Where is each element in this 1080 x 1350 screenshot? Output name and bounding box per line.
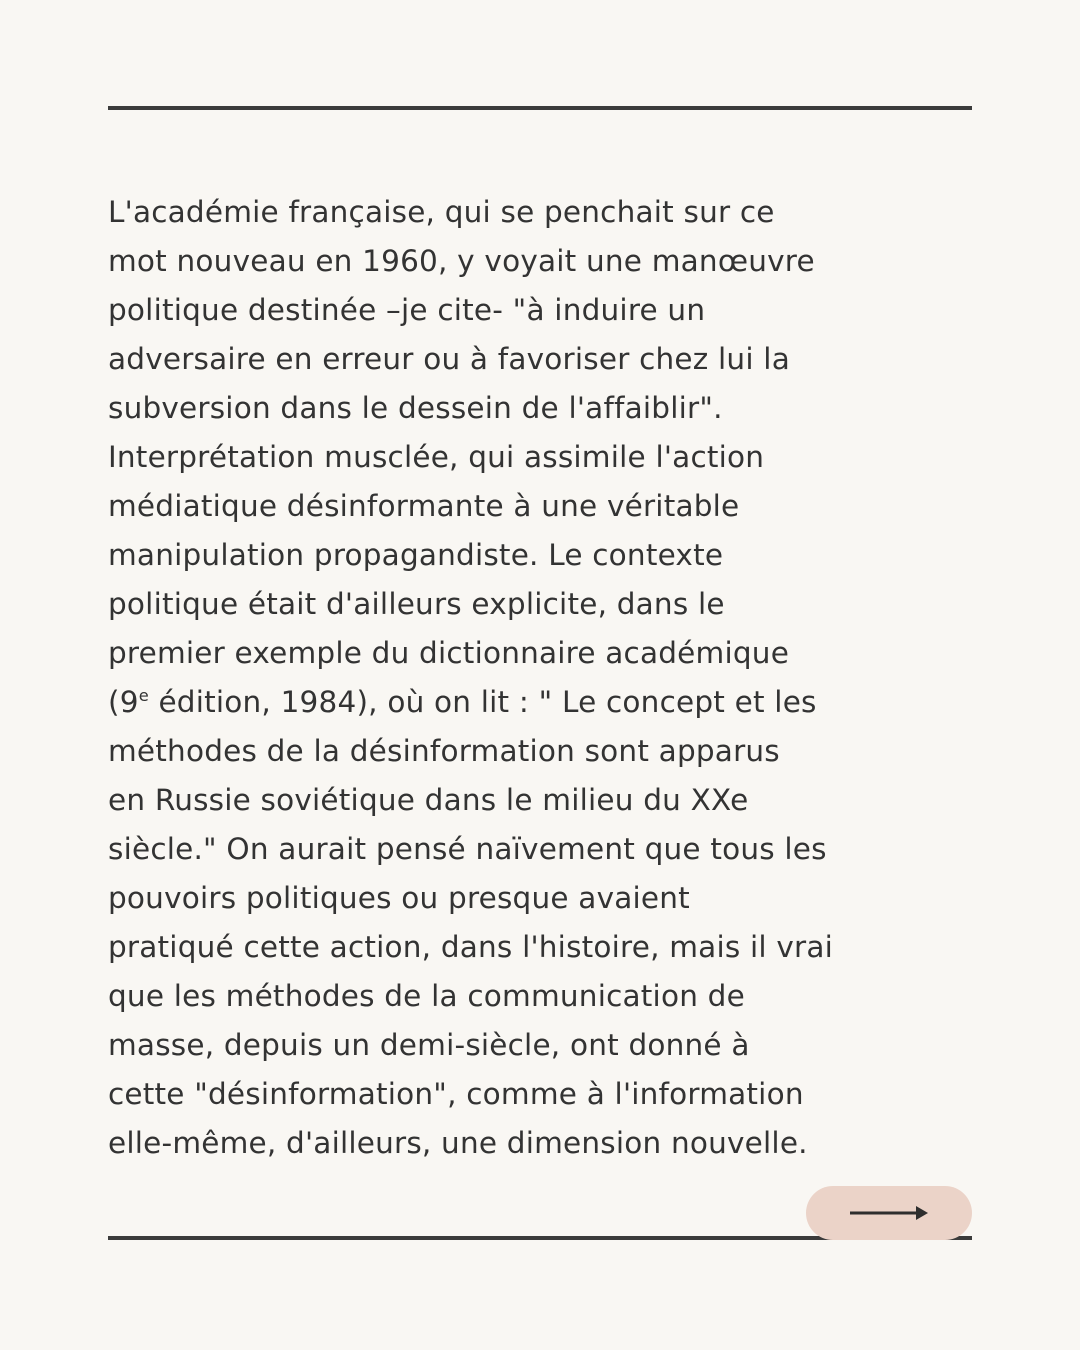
text-line: L'académie française, qui se penchait sur ce — [108, 195, 775, 229]
text-line: pratiqué cette action, dans l'histoire, mais il vrai — [108, 930, 834, 964]
article-paragraph — [108, 188, 928, 1168]
text-line: médiatique désinformante à une véritable — [108, 489, 740, 523]
edition-superscript: e — [138, 686, 149, 706]
text-line: premier exemple du dictionnaire académique — [108, 636, 790, 670]
text-line: pouvoirs politiques ou presque avaient — [108, 881, 690, 915]
text-line: politique était d'ailleurs explicite, dans le — [108, 587, 725, 621]
text-line: politique destinée –je cite- "à induire un — [108, 293, 706, 327]
text-line: en Russie soviétique dans le milieu du XXe — [108, 783, 749, 817]
text-line: siècle." On aurait pensé naïvement que tous les — [108, 832, 827, 866]
top-divider — [108, 106, 972, 110]
edition-rest: édition, 1984), où on lit : " Le concept et les — [148, 685, 817, 719]
text-line: cette "désinformation", comme à l'information — [108, 1077, 804, 1111]
text-line: masse, depuis un demi-siècle, ont donné à — [108, 1028, 750, 1062]
text-line: mot nouveau en 1960, y voyait une manœuvre — [108, 244, 815, 278]
text-line: elle-même, d'ailleurs, une dimension nouvelle. — [108, 1126, 808, 1160]
text-line-edition — [108, 685, 817, 719]
text-line: méthodes de la désinformation sont apparus — [108, 734, 780, 768]
edition-number: (9 — [108, 685, 139, 719]
text-line: Interprétation musclée, qui assimile l'action — [108, 440, 765, 474]
arrow-right-icon — [850, 1202, 928, 1224]
next-button[interactable] — [806, 1186, 972, 1240]
text-line: manipulation propagandiste. Le contexte — [108, 538, 724, 572]
text-line: subversion dans le dessein de l'affaiblir". — [108, 391, 723, 425]
text-line: que les méthodes de la communication de — [108, 979, 745, 1013]
text-line: adversaire en erreur ou à favoriser chez lui la — [108, 342, 790, 376]
